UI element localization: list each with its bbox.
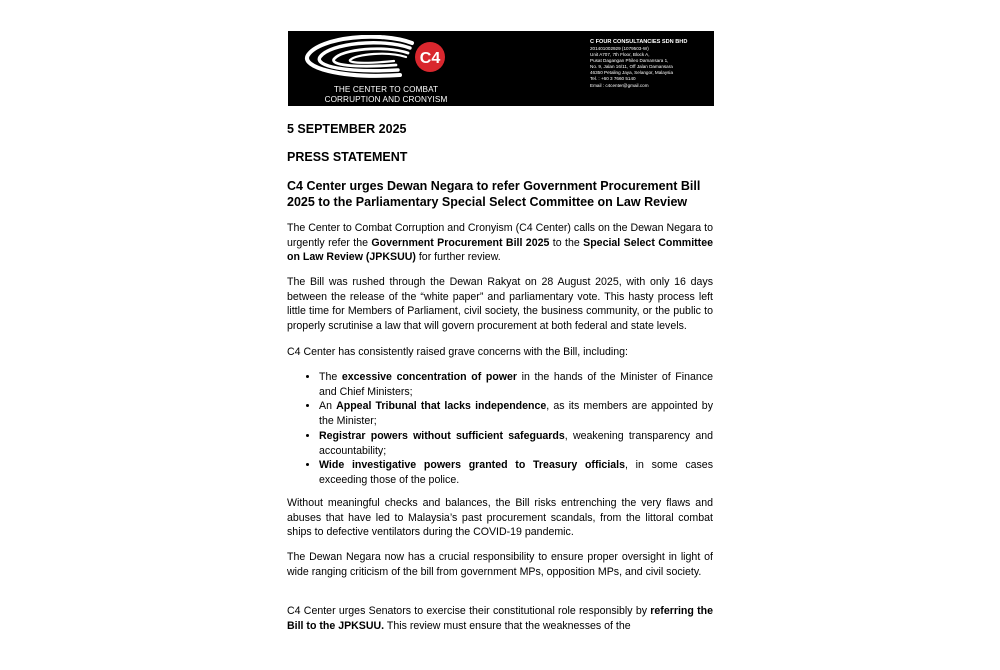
text-run: in the hands of the Minister of Finance and Chief Ministers;: [319, 371, 713, 398]
text-run: This review must ensure that the weaknesses of the: [384, 619, 631, 632]
paragraph-call-to-action: [287, 604, 713, 633]
letterhead: [288, 31, 714, 106]
bold-run: referring the Bill to the JPKSUU.: [287, 605, 713, 632]
org-name: [306, 85, 466, 105]
paragraph-responsibility: The Dewan Negara now has a crucial responsibility to ensure proper oversight in light of wide ranging criticism of the bill from government MPs, opposition MPs, and civil society.: [287, 551, 713, 578]
bold-run: Special Select Committee on Law Review (JPKSUU): [287, 236, 713, 264]
paragraph-context: The Bill was rushed through the Dewan Rakyat on 28 August 2025, with only 16 days between the release of the “white paper” and parliamentary vote. This hasty process left little time for Members of Parliament, civil society, the business community, or the public to properly scrutinise a law that will govern procurement at both federal and state levels.: [287, 276, 713, 333]
list-item: [319, 458, 713, 487]
company-email: Email : c4center@gmail.com: [590, 82, 649, 88]
company-reg: 201401002929 (1079503-W): [590, 46, 649, 51]
text-run: An: [319, 400, 337, 413]
text-run: The: [319, 371, 342, 383]
text-run: The Center to Combat Corruption and Cronyism (C4 Center) calls on the Dewan Negara to urgently refer the: [287, 222, 713, 249]
address-line: No. 9, Jalan 16/11, Off Jalan Damansara: [590, 64, 673, 70]
statement-label: PRESS STATEMENT: [287, 150, 408, 164]
logo-mark-text: C4: [419, 50, 441, 67]
org-line-1: THE CENTER TO COMBAT: [333, 85, 439, 94]
paragraph-risks: Without meaningful checks and balances, the Bill risks entrenching the very flaws and abuses that have led to Malaysia’s past procurement scandals, from the littoral combat ships to defective ventilators during the COVID-19 pandemic.: [287, 497, 713, 539]
bold-run: Wide investigative powers granted to Treasury officials: [319, 459, 625, 472]
bold-run: Government Procurement Bill 2025: [371, 236, 550, 249]
list-item: [319, 370, 713, 399]
text-run: C4 Center urges Senators to exercise their constitutional role responsibly by: [287, 605, 651, 617]
bold-run: excessive concentration of power: [341, 371, 518, 383]
statement-date: 5 SEPTEMBER 2025: [287, 122, 407, 136]
company-name: C FOUR CONSULTANCIES SDN BHD: [590, 39, 688, 45]
concerns-list: [287, 370, 713, 488]
list-item: [319, 399, 713, 428]
text-run: , as its members are appointed by the Minister;: [319, 400, 713, 428]
list-item: [319, 429, 713, 458]
company-tel: Tel. : +60 3 7660 5140: [590, 76, 636, 82]
org-line-2: CORRUPTION AND CRONYISM: [324, 95, 448, 104]
headline: C4 Center urges Dewan Negara to refer Government Procurement Bill 2025 to the Parliamentary Special Select Committee on Law Review: [287, 179, 701, 209]
paragraph-concerns-intro: C4 Center has consistently raised grave concerns with the Bill, including:: [287, 346, 628, 358]
text-run: , in some cases exceeding those of the police.: [319, 459, 713, 486]
text-run: , weakening transparency and accountability;: [319, 429, 714, 457]
bold-run: Appeal Tribunal that lacks independence: [336, 400, 547, 413]
bold-run: Registrar powers without sufficient safeguards: [319, 429, 565, 442]
c4-logo-icon: [300, 35, 460, 87]
text-run: for further review.: [415, 251, 501, 264]
company-block: [590, 38, 712, 89]
paragraph-intro: [287, 221, 713, 265]
text-run: to the: [549, 236, 584, 249]
address-line: Pusat Dagangan Phileo Damansara 1,: [590, 58, 669, 64]
address-line: 46350 Petaling Jaya, Selangor, Malaysia: [590, 70, 673, 76]
address-line: Unit A707, 7th Floor, Block A,: [590, 52, 650, 58]
